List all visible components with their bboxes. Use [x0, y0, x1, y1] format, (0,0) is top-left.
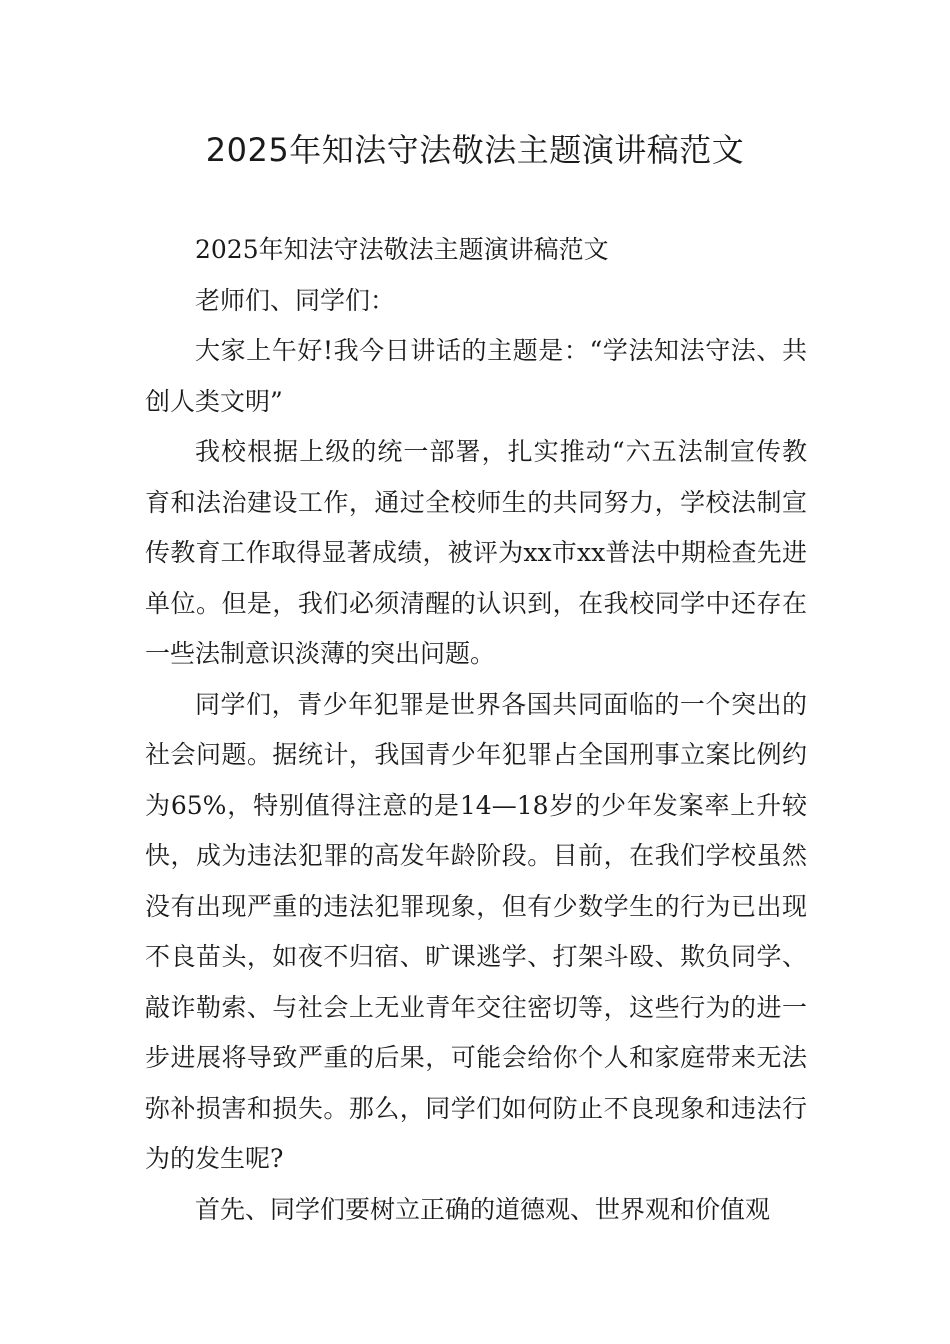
paragraph-youth-crime: 同学们，青少年犯罪是世界各国共同面临的一个突出的社会问题。据统计，我国青少年犯罪占全国刑事立案比例约为65%，特别值得注意的是14—18岁的少年发案率上升较快，成为违法犯罪的高发年龄阶段。目前，在我们学校虽然没有出现严重的违法犯罪现象，但有少数学生的行为已出现不良苗头，如夜不归宿、旷课逃学、打架斗殴、欺负同学、敲诈勒索、与社会上无业青年交往密切等，这些行为的进一步进展将导致严重的后果，可能会给你个人和家庭带来无法弥补损害和损失。那么，同学们如何防止不良现象和违法行为的发生呢?: [145, 689, 807, 1173]
document-body: [145, 225, 807, 1235]
paragraph-greeting: 老师们、同学们：: [195, 285, 396, 315]
paragraph-school-work: 我校根据上级的统一部署，扎实推动“六五法制宣传教育和法治建设工作，通过全校师生的共同努力，学校法制宣传教育工作取得显著成绩，被评为xx市xx普法中期检查先进单位。但是，我们必须清醒的认识到，在我校同学中还存在一些法制意识淡薄的突出问题。: [145, 437, 807, 668]
paragraph-opening: 大家上午好!我今日讲话的主题是：“学法知法守法、共创人类文明”: [145, 336, 807, 416]
paragraph-subtitle: 2025年知法守法敬法主题演讲稿范文: [195, 235, 609, 264]
document-title: 2025年知法守法敬法主题演讲稿范文: [205, 131, 745, 169]
paragraph-first-point: 首先、同学们要树立正确的道德观、世界观和价值观: [195, 1194, 771, 1224]
